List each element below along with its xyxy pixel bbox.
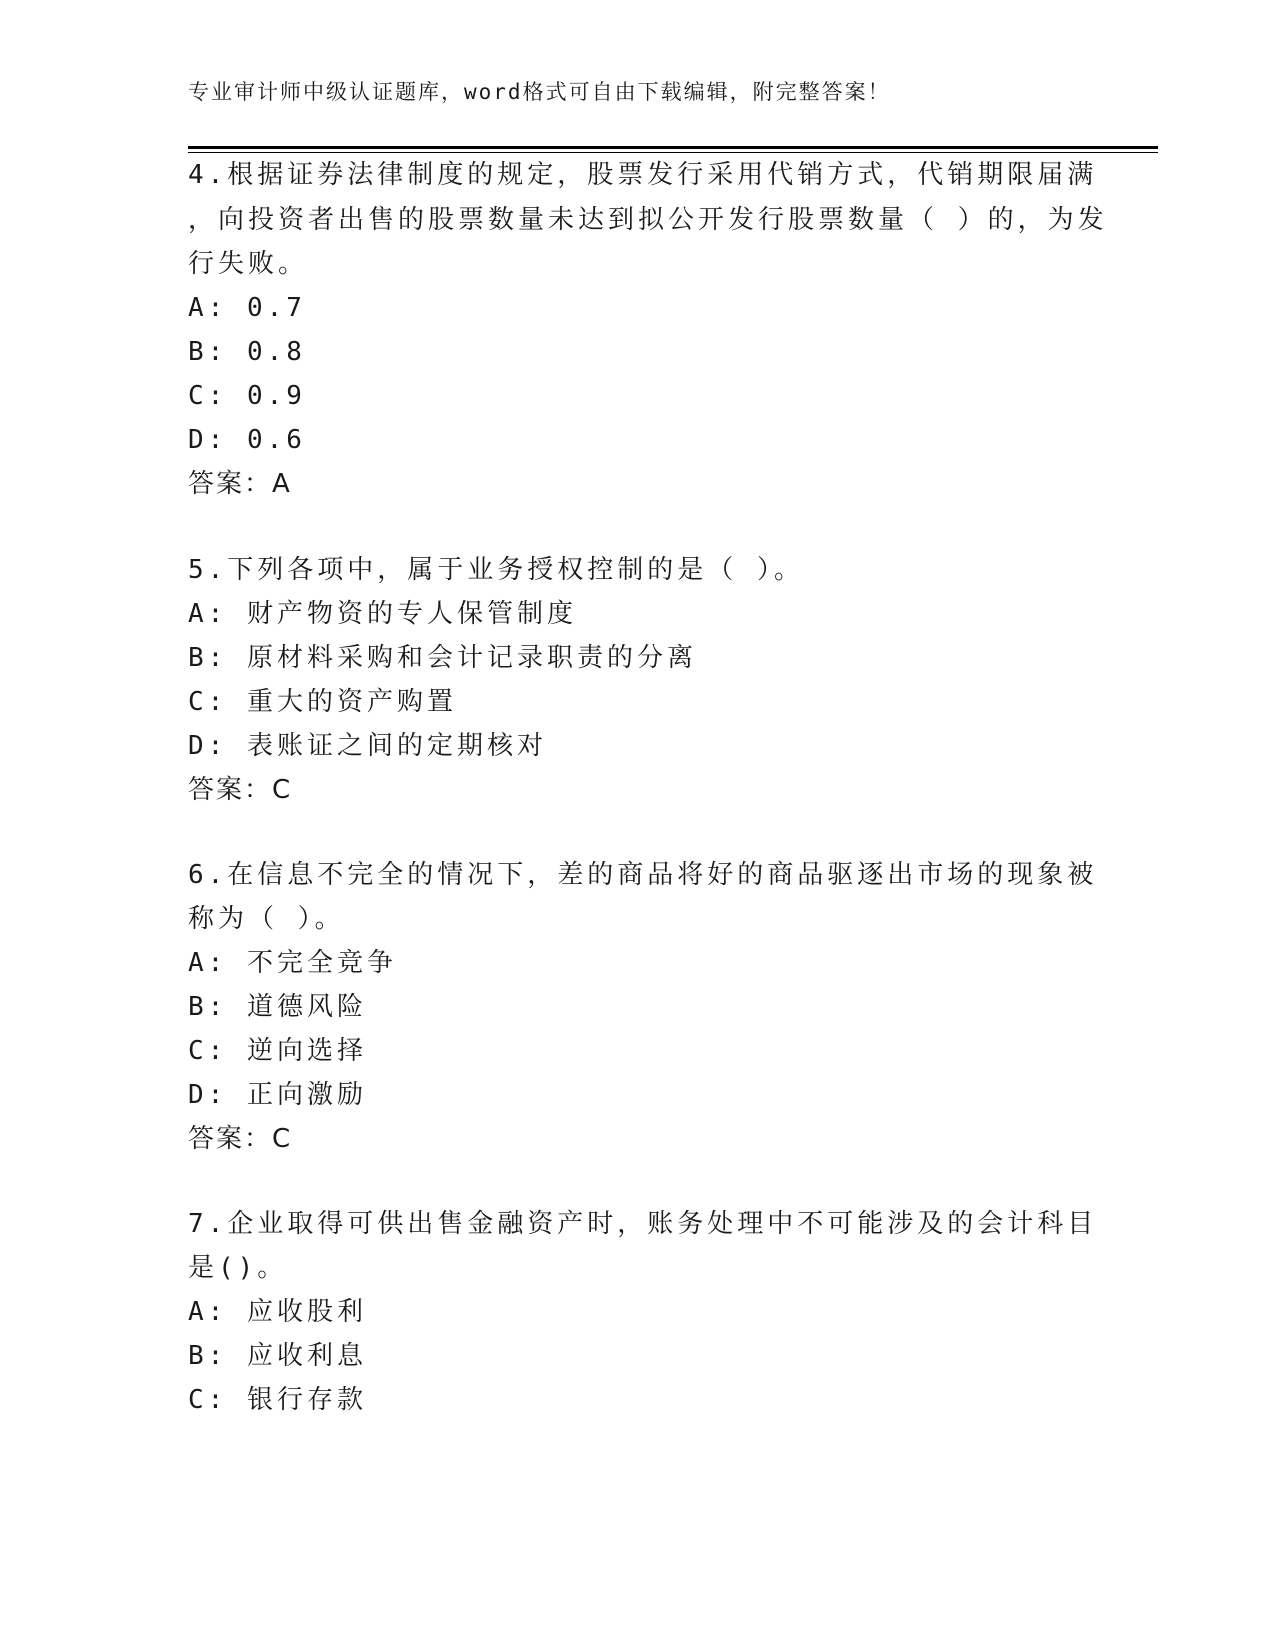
question-7-option-c: C: 银行存款 [188,1385,367,1415]
question-5-option-a: A: 财产物资的专人保管制度 [188,599,577,629]
header-rule-thick [188,146,1158,149]
header-rule-thin [188,152,1158,153]
question-6-option-c: C: 逆向选择 [188,1036,367,1066]
question-7-stem-line-2: 是()。 [188,1253,288,1283]
question-4-answer: 答案：A [188,469,292,499]
question-7-stem-line-1: 7.企业取得可供出售金融资产时，账务处理中不可能涉及的会计科目 [188,1209,1098,1239]
question-5-answer: 答案：C [188,775,293,805]
question-6-option-a: A: 不完全竞争 [188,948,397,978]
question-6-option-d: D: 正向激励 [188,1080,367,1110]
page-header: 专业审计师中级认证题库，word格式可自由下载编辑，附完整答案！ [188,80,891,104]
question-6-stem-line-1: 6.在信息不完全的情况下，差的商品将好的商品驱逐出市场的现象被 [188,860,1098,890]
question-4-stem-line-3: 行失败。 [188,249,309,279]
question-5-option-d: D: 表账证之间的定期核对 [188,731,547,761]
question-5-option-b: B: 原材料采购和会计记录职责的分离 [188,643,697,673]
question-6-stem-line-2: 称为（ ）。 [188,904,345,934]
question-4-option-d: D: 0.6 [188,425,306,455]
question-4-option-a: A: 0.7 [188,293,306,323]
question-4-option-c: C: 0.9 [188,381,306,411]
question-7-option-a: A: 应收股利 [188,1297,367,1327]
question-4-option-b: B: 0.8 [188,337,306,367]
question-5-stem-line-1: 5.下列各项中，属于业务授权控制的是（ ）。 [188,555,804,585]
question-7-option-b: B: 应收利息 [188,1341,367,1371]
question-4-stem-line-1: 4.根据证券法律制度的规定，股票发行采用代销方式，代销期限届满 [188,160,1098,190]
question-4-stem-line-2: ，向投资者出售的股票数量未达到拟公开发行股票数量（ ）的，为发 [188,205,1108,235]
question-6-answer: 答案：C [188,1124,293,1154]
question-5-option-c: C: 重大的资产购置 [188,687,457,717]
question-6-option-b: B: 道德风险 [188,992,367,1022]
